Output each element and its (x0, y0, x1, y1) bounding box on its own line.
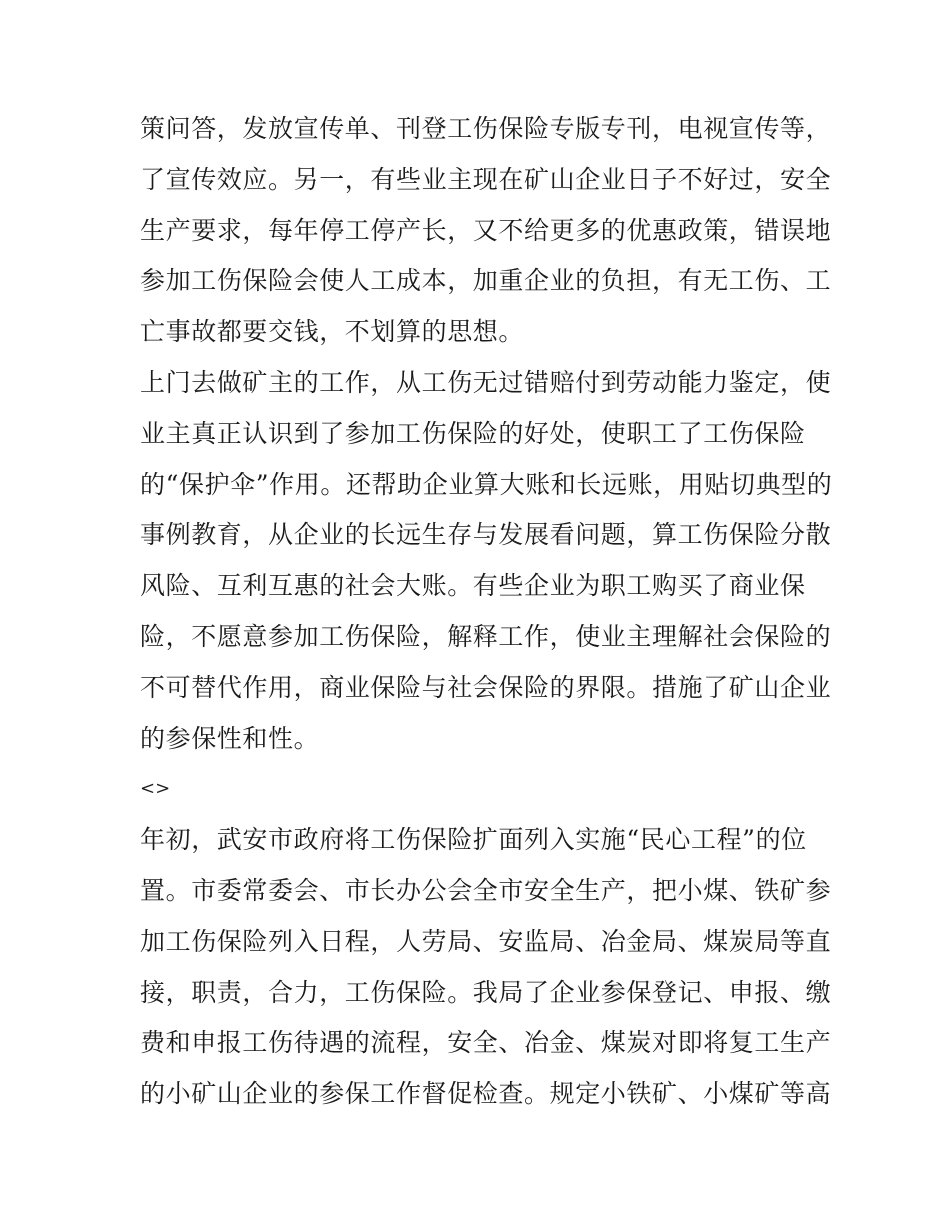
text-line: 的“保护伞”作用。还帮助企业算大账和长远账，用贴切典型的 (140, 469, 833, 499)
text-line: 策问答，发放宣传单、刊登工伤保险专版专刊，电视宣传等， (140, 114, 832, 143)
text-line: 费和申报工伤待遇的流程，安全、冶金、煤炭对即将复工生产 (140, 1028, 832, 1058)
text-line: 事例教育，从企业的长远生存与发展看问题，算工伤保险分散 (140, 520, 832, 550)
section-marker: <> (140, 778, 171, 800)
text-line: 的参保性和性。 (140, 723, 320, 753)
text-line: 参加工伤保险会使人工成本，加重企业的负担，有无工伤、工 (140, 266, 832, 296)
text-line: 亡事故都要交钱，不划算的思想。 (140, 317, 525, 347)
text-line: 不可替代作用，商业保险与社会保险的界限。措施了矿山企业 (140, 672, 832, 702)
text-line: 年初，武安市政府将工伤保险扩面列入实施“民心工程”的位 (140, 825, 807, 855)
text-line: 险，不愿意参加工伤保险，解释工作，使业主理解社会保险的 (140, 621, 832, 651)
body-text (140, 104, 833, 1120)
text-line: 风险、互利互惠的社会大账。有些企业为职工购买了商业保 (140, 571, 806, 601)
text-line: 生产要求，每年停工停产长，又不给更多的优惠政策，错误地 (140, 215, 832, 245)
text-line: 置。市委常委会、市长办公会全市安全生产，把小煤、铁矿参 (140, 875, 832, 905)
text-line: 加工伤保险列入日程，人劳局、安监局、冶金局、煤炭局等直 (140, 926, 832, 956)
text-line: 的小矿山企业的参保工作督促检查。规定小铁矿、小煤矿等高 (140, 1079, 832, 1109)
text-line: 接，职责，合力，工伤保险。我局了企业参保登记、申报、缴 (140, 977, 832, 1007)
text-line: 了宣传效应。另一，有些业主现在矿山企业日子不好过，安全 (140, 164, 832, 194)
text-line: 业主真正认识到了参加工伤保险的好处，使职工了工伤保险 (140, 418, 806, 448)
text-line: 上门去做矿主的工作，从工伤无过错赔付到劳动能力鉴定，使 (140, 367, 832, 397)
